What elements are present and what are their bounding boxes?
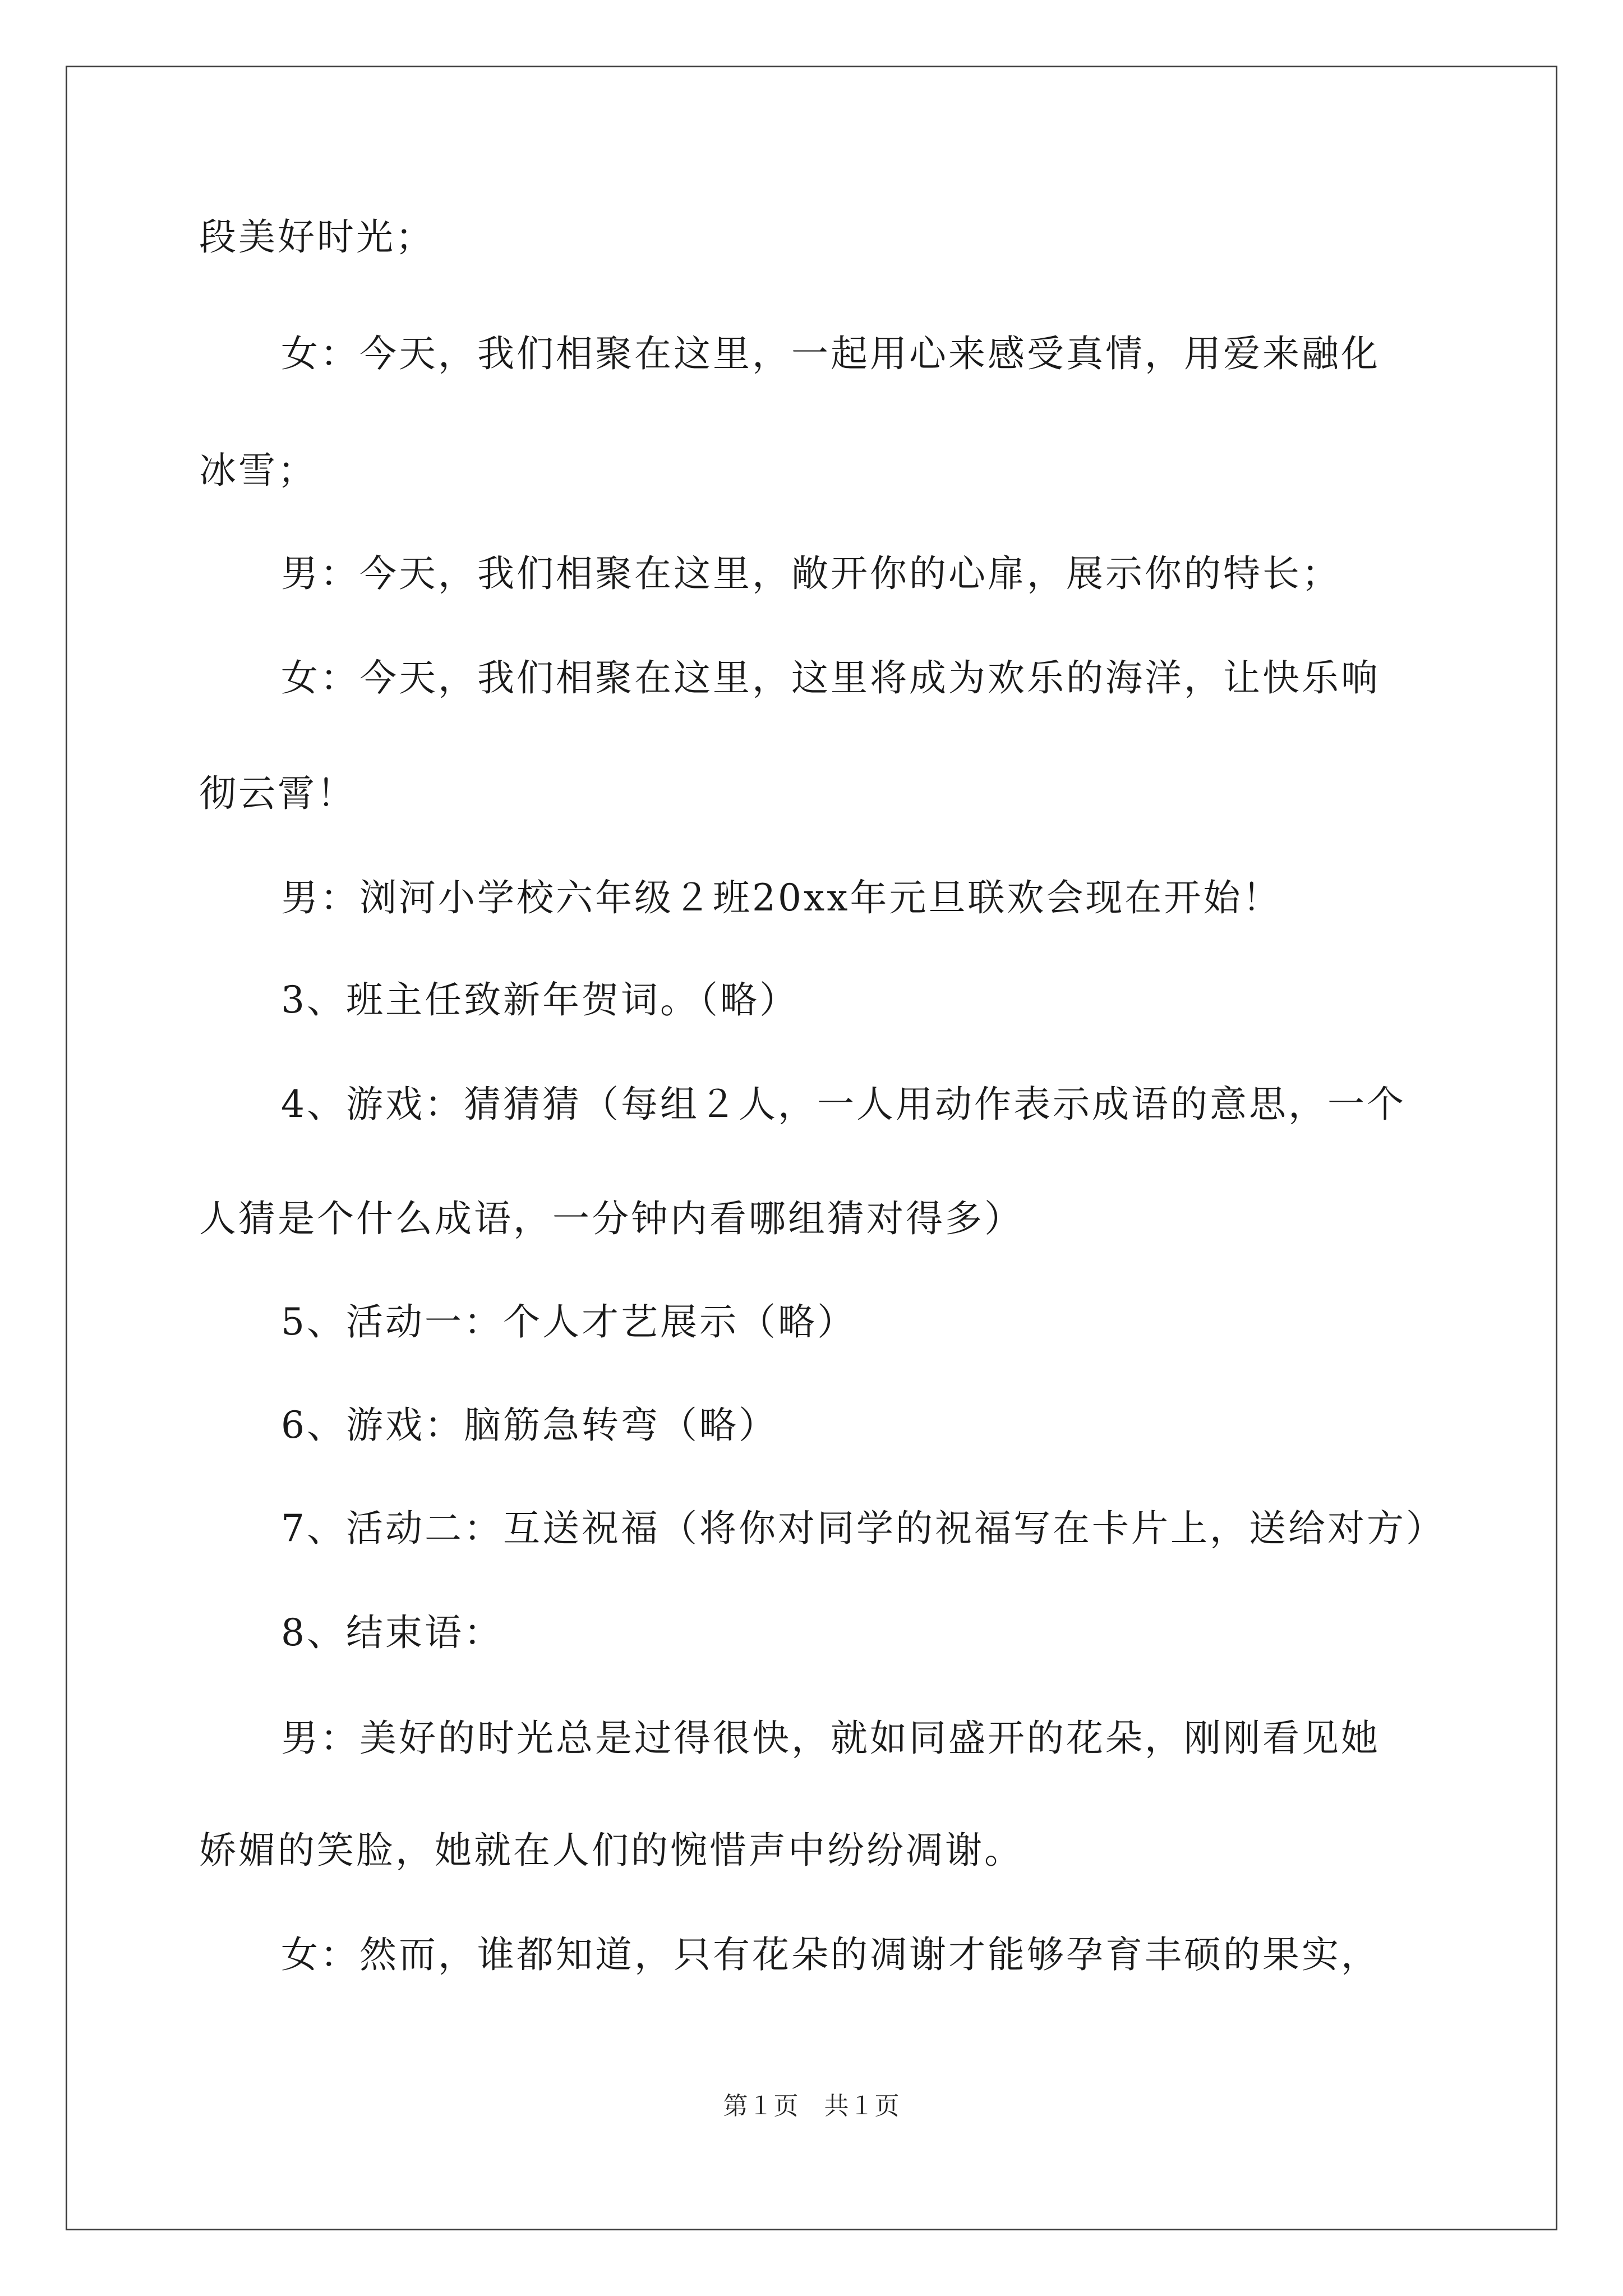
text-line: 彻云霄！	[199, 772, 356, 815]
text-line: 3、班主任致新年贺词。（略）	[281, 978, 799, 1022]
text-line: 人猜是个什么成语，一分钟内看哪组猜对得多）	[199, 1197, 1023, 1240]
text-line: 4、游戏：猜猜猜（每组２人，一人用动作表示成语的意思，一个	[281, 1083, 1406, 1126]
text-line: 女：今天，我们相聚在这里，这里将成为欢乐的海洋，让快乐响	[281, 656, 1380, 700]
text-line: 女：然而，谁都知道，只有花朵的凋谢才能够孕育丰硕的果实，	[281, 1933, 1380, 1976]
text-line: 7、活动二：互送祝福（将你对同学的祝福写在卡片上，送给对方）	[281, 1507, 1445, 1550]
text-line: 男：浏河小学校六年级２班20xx年元旦联欢会现在开始！	[281, 876, 1282, 919]
text-line: 6、游戏：脑筋急转弯（略）	[281, 1404, 778, 1447]
text-line: 女：今天，我们相聚在这里，一起用心来感受真情，用爱来融化	[281, 332, 1380, 375]
page-number-footer: 第１页 共１页	[723, 2092, 900, 2120]
text-line: 段美好时光；	[199, 215, 435, 259]
text-line: 娇媚的笑脸，她就在人们的惋惜声中纷纷凋谢。	[199, 1829, 1023, 1872]
text-line: 8、结束语：	[281, 1611, 503, 1654]
text-line: 男：今天，我们相聚在这里，敞开你的心扉，展示你的特长；	[281, 552, 1341, 595]
page-border	[66, 66, 1557, 2230]
text-line: 冰雪；	[199, 449, 317, 492]
text-line: 5、活动一：个人才艺展示（略）	[281, 1300, 856, 1343]
text-line: 男：美好的时光总是过得很快，就如同盛开的花朵，刚刚看见她	[281, 1717, 1380, 1760]
